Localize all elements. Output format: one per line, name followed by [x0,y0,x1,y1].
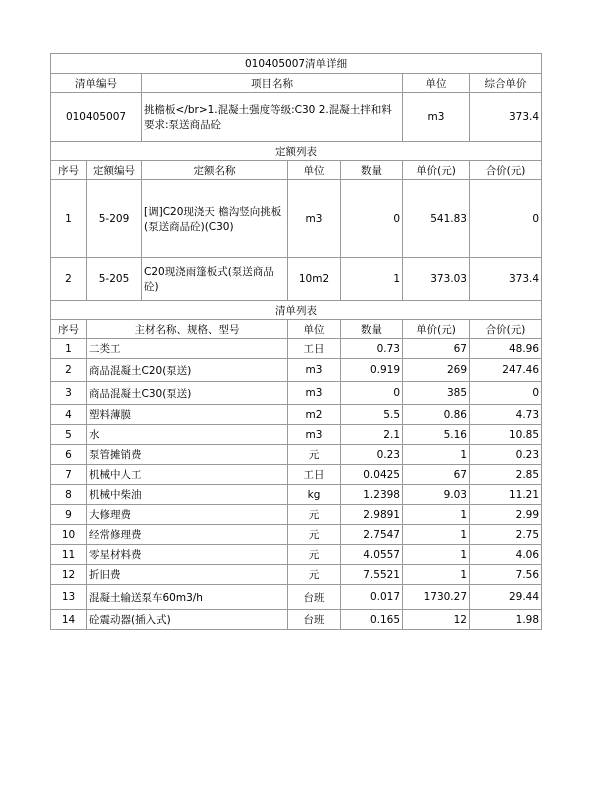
material-seq: 4 [51,405,87,425]
material-total: 2.75 [470,525,542,545]
material-price: 67 [403,339,470,359]
bill-name-header: 项目名称 [142,74,403,93]
material-row [51,405,542,425]
bill-detail-table [50,53,542,630]
material-unit: 元 [288,545,341,565]
material-total: 4.73 [470,405,542,425]
material-price: 385 [403,382,470,405]
material-total: 29.44 [470,585,542,610]
material-row [51,545,542,565]
material-unit: m3 [288,425,341,445]
bill-price: 373.4 [470,93,542,142]
material-qty: 7.5521 [341,565,403,585]
material-unit: m3 [288,359,341,382]
material-total: 10.85 [470,425,542,445]
material-seq: 14 [51,610,87,630]
bill-unit-header: 单位 [403,74,470,93]
material-seq: 3 [51,382,87,405]
material-unit: 元 [288,505,341,525]
quota-seq: 1 [51,180,87,258]
material-name: 零星材料费 [87,545,288,565]
material-total: 1.98 [470,610,542,630]
quota-code-header: 定额编号 [87,161,142,180]
table-title: 010405007清单详细 [51,54,542,74]
quota-price: 541.83 [403,180,470,258]
bill-code: 010405007 [51,93,142,142]
material-qty-header: 数量 [341,320,403,339]
material-unit: 元 [288,445,341,465]
material-seq: 9 [51,505,87,525]
material-name: 经常修理费 [87,525,288,545]
material-name: 大修理费 [87,505,288,525]
material-qty: 5.5 [341,405,403,425]
material-qty: 0.919 [341,359,403,382]
quota-code: 5-205 [87,258,142,301]
material-seq: 13 [51,585,87,610]
material-row [51,565,542,585]
material-unit: 元 [288,525,341,545]
material-price: 5.16 [403,425,470,445]
material-seq: 10 [51,525,87,545]
material-name: 商品混凝土C30(泵送) [87,382,288,405]
material-total: 48.96 [470,339,542,359]
material-row [51,445,542,465]
material-total: 0.23 [470,445,542,465]
quota-row [51,258,542,301]
bill-code-header: 清单编号 [51,74,142,93]
material-price: 1 [403,525,470,545]
material-unit: 工日 [288,339,341,359]
material-qty: 0.165 [341,610,403,630]
material-price: 1 [403,505,470,525]
material-unit: m2 [288,405,341,425]
material-price: 1730.27 [403,585,470,610]
quota-row [51,180,542,258]
quota-name-header: 定额名称 [142,161,288,180]
material-price: 269 [403,359,470,382]
material-seq: 11 [51,545,87,565]
bill-price-header: 综合单价 [470,74,542,93]
material-row [51,382,542,405]
quota-unit-header: 单位 [288,161,341,180]
quota-qty-header: 数量 [341,161,403,180]
material-qty: 0.73 [341,339,403,359]
material-qty: 0 [341,382,403,405]
material-qty: 2.1 [341,425,403,445]
bill-name: 挑檐板</br>1.混凝土强度等级:C30 2.混凝土拌和料要求:泵送商品砼 [142,93,403,142]
quota-price-header: 单价(元) [403,161,470,180]
material-row [51,339,542,359]
material-qty: 1.2398 [341,485,403,505]
quota-code: 5-209 [87,180,142,258]
quota-seq: 2 [51,258,87,301]
quota-total: 0 [470,180,542,258]
material-qty: 0.017 [341,585,403,610]
material-name: 二类工 [87,339,288,359]
material-qty: 2.9891 [341,505,403,525]
material-seq: 8 [51,485,87,505]
material-unit: 台班 [288,610,341,630]
quota-unit: 10m2 [288,258,341,301]
material-seq-header: 序号 [51,320,87,339]
material-total: 2.99 [470,505,542,525]
material-unit: m3 [288,382,341,405]
quota-seq-header: 序号 [51,161,87,180]
quota-qty: 1 [341,258,403,301]
material-qty: 2.7547 [341,525,403,545]
material-seq: 2 [51,359,87,382]
quota-unit: m3 [288,180,341,258]
quota-qty: 0 [341,180,403,258]
material-price: 12 [403,610,470,630]
material-row [51,465,542,485]
material-price-header: 单价(元) [403,320,470,339]
material-row [51,485,542,505]
material-name: 水 [87,425,288,445]
material-total: 0 [470,382,542,405]
bill-unit: m3 [403,93,470,142]
material-row [51,525,542,545]
material-qty: 0.0425 [341,465,403,485]
material-total-header: 合价(元) [470,320,542,339]
material-unit-header: 单位 [288,320,341,339]
material-price: 9.03 [403,485,470,505]
material-row [51,359,542,382]
material-unit: kg [288,485,341,505]
material-row [51,505,542,525]
material-total: 7.56 [470,565,542,585]
quota-total: 373.4 [470,258,542,301]
material-seq: 6 [51,445,87,465]
quota-name: C20现浇雨篷板式(泵送商品砼) [142,258,288,301]
quota-total-header: 合价(元) [470,161,542,180]
material-section-title: 清单列表 [51,301,542,320]
material-seq: 7 [51,465,87,485]
material-qty: 4.0557 [341,545,403,565]
material-row [51,610,542,630]
material-total: 11.21 [470,485,542,505]
quota-name: [调]C20现浇天 檐沟竖向挑板(泵送商品砼)(C30) [142,180,288,258]
material-price: 1 [403,445,470,465]
material-price: 67 [403,465,470,485]
material-seq: 5 [51,425,87,445]
material-seq: 12 [51,565,87,585]
material-name: 商品混凝土C20(泵送) [87,359,288,382]
material-total: 4.06 [470,545,542,565]
material-unit: 工日 [288,465,341,485]
quota-section-title: 定额列表 [51,142,542,161]
material-name: 混凝土输送泵车60m3/h [87,585,288,610]
material-total: 247.46 [470,359,542,382]
material-price: 0.86 [403,405,470,425]
material-price: 1 [403,545,470,565]
material-name: 机械中柴油 [87,485,288,505]
material-total: 2.85 [470,465,542,485]
quota-price: 373.03 [403,258,470,301]
material-row [51,585,542,610]
material-unit: 元 [288,565,341,585]
material-seq: 1 [51,339,87,359]
material-name: 泵管摊销费 [87,445,288,465]
material-name: 塑料薄膜 [87,405,288,425]
material-name: 机械中人工 [87,465,288,485]
material-qty: 0.23 [341,445,403,465]
material-row [51,425,542,445]
material-name: 折旧费 [87,565,288,585]
material-price: 1 [403,565,470,585]
material-name-header: 主材名称、规格、型号 [87,320,288,339]
material-name: 砼震动器(插入式) [87,610,288,630]
material-unit: 台班 [288,585,341,610]
